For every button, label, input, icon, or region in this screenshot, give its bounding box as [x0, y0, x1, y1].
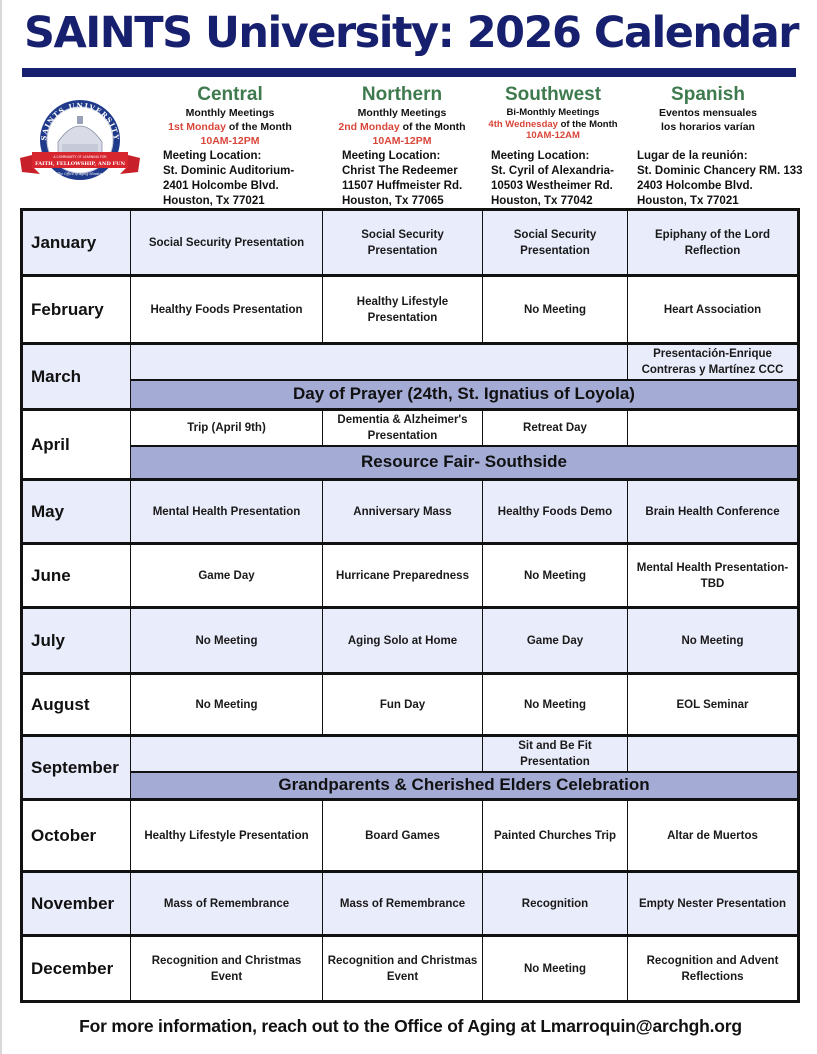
event-central: Game Day: [131, 544, 323, 608]
event-spanish: Epiphany of the Lord Reflection: [628, 210, 799, 276]
table-row-december: [22, 936, 799, 1002]
region-day-suffix: los horarios varían: [661, 121, 755, 133]
region-frequency: Eventos mensuales: [658, 107, 758, 119]
event-northern: Healthy Lifestyle Presentation: [323, 276, 483, 344]
banner-day-of-prayer: Day of Prayer (24th, St. Ignatius of Loyola): [131, 380, 799, 410]
logo-ribbon-small: A COMMUNITY OF LEARNING FOR: [53, 155, 107, 159]
region-day-suffix: of the Month: [557, 119, 618, 130]
event-central: Recognition and Christmas Event: [131, 936, 323, 1002]
table-row-august: [22, 674, 799, 736]
table-row-january: [22, 210, 799, 276]
logo-ribbon-main: FAITH, FELLOWSHIP, AND FUN: [34, 161, 126, 167]
region-name: Spanish: [671, 84, 745, 105]
banner-resource-fair: Resource Fair- Southside: [131, 446, 799, 480]
event-spanish: Empty Nester Presentation: [628, 872, 799, 936]
event-southwest: No Meeting: [483, 674, 628, 736]
footer-contact-info: For more information, reach out to the Office of Aging at Lmarroquin@archgh.org: [79, 1016, 742, 1036]
month-label: August: [22, 674, 131, 736]
region-time: 10AM-12AM: [526, 130, 580, 141]
region-name: Northern: [361, 84, 443, 105]
region-header-northern: [332, 84, 472, 148]
location-line: 10503 Westheimer Rd.: [491, 180, 613, 192]
event-southwest: No Meeting: [483, 276, 628, 344]
event-northern: Mass of Remembrance: [323, 872, 483, 936]
event-central-northern-southwest: [131, 344, 628, 380]
banner-grandparents-celebration: Grandparents & Cherished Elders Celebration: [131, 772, 799, 800]
event-spanish: Altar de Muertos: [628, 800, 799, 872]
region-time: 10AM-12PM: [372, 135, 432, 147]
location-line: St. Cyril of Alexandria-: [491, 165, 614, 177]
event-southwest: Recognition: [483, 872, 628, 936]
event-spanish: [628, 736, 799, 772]
event-central: Mass of Remembrance: [131, 872, 323, 936]
month-label: November: [22, 872, 131, 936]
month-label: May: [22, 480, 131, 544]
event-central: No Meeting: [131, 674, 323, 736]
location-line: 2403 Holcombe Blvd.: [637, 180, 753, 192]
location-line: St. Dominic Chancery RM. 133: [637, 165, 803, 177]
region-schedule: [160, 120, 300, 134]
event-central: Mental Health Presentation: [131, 480, 323, 544]
event-northern: Fun Day: [323, 674, 483, 736]
location-southwest: [491, 149, 614, 209]
month-label: March: [22, 344, 131, 410]
table-row-march: [22, 344, 799, 380]
location-label: Meeting Location:: [163, 150, 262, 162]
table-row-september: [22, 736, 799, 772]
event-spanish: Recognition and Advent Reflections: [628, 936, 799, 1002]
region-time: 10AM-12PM: [200, 135, 260, 147]
saints-university-logo: [18, 98, 142, 190]
table-row-september-banner: [22, 772, 799, 800]
event-southwest: Sit and Be Fit Presentation: [483, 736, 628, 772]
event-central: Trip (April 9th): [131, 410, 323, 446]
event-northern: Aging Solo at Home: [323, 608, 483, 674]
table-row-october: [22, 800, 799, 872]
location-central: [163, 149, 294, 209]
region-day: 2nd Monday: [338, 121, 400, 133]
region-day: 1st Monday: [168, 121, 226, 133]
region-schedule: [332, 120, 472, 134]
location-line: St. Dominic Auditorium-: [163, 165, 295, 177]
event-southwest: No Meeting: [483, 936, 628, 1002]
event-southwest: No Meeting: [483, 544, 628, 608]
region-schedule: [480, 119, 626, 130]
location-line: 11507 Huffmeister Rd.: [342, 180, 463, 192]
event-northern: Dementia & Alzheimer's Presentation: [323, 410, 483, 446]
event-central: Healthy Lifestyle Presentation: [131, 800, 323, 872]
table-row-july: [22, 608, 799, 674]
region-name: Central: [197, 84, 263, 105]
event-spanish: Mental Health Presentation-TBD: [628, 544, 799, 608]
region-day-suffix: of the Month: [225, 121, 292, 133]
event-southwest: Healthy Foods Demo: [483, 480, 628, 544]
month-label: June: [22, 544, 131, 608]
event-southwest: Game Day: [483, 608, 628, 674]
table-row-april: [22, 410, 799, 446]
region-header-spanish: [638, 84, 778, 134]
title-divider: [22, 68, 796, 77]
table-row-may: [22, 480, 799, 544]
location-line: 2401 Holcombe Blvd.: [163, 180, 279, 192]
table-row-april-banner: [22, 446, 799, 480]
location-label: Meeting Location:: [342, 150, 441, 162]
logo-arc-text: SAINTS UNIVERSITY: [38, 100, 122, 142]
event-northern: Hurricane Preparedness: [323, 544, 483, 608]
event-spanish: No Meeting: [628, 608, 799, 674]
region-header-central: [160, 84, 300, 148]
event-central: No Meeting: [131, 608, 323, 674]
event-southwest: Social Security Presentation: [483, 210, 628, 276]
location-label: Lugar de la reunión:: [637, 150, 748, 162]
location-line: Houston, Tx 77021: [163, 195, 265, 207]
region-frequency: Monthly Meetings: [185, 107, 275, 119]
region-day: 4th Wednesday: [488, 119, 558, 130]
event-central: Healthy Foods Presentation: [131, 276, 323, 344]
event-southwest: Painted Churches Trip: [483, 800, 628, 872]
event-southwest: Retreat Day: [483, 410, 628, 446]
table-row-march-banner: [22, 380, 799, 410]
location-line: Houston, Tx 77065: [342, 195, 444, 207]
calendar-table: [20, 208, 800, 1003]
location-line: Christ The Redeemer: [342, 165, 458, 177]
event-northern: Social Security Presentation: [323, 210, 483, 276]
location-line: Houston, Tx 77021: [637, 195, 739, 207]
region-frequency: Monthly Meetings: [357, 107, 447, 119]
event-spanish: Heart Association: [628, 276, 799, 344]
month-label: October: [22, 800, 131, 872]
month-label: February: [22, 276, 131, 344]
region-frequency: Bi-Monthly Meetings: [506, 107, 600, 118]
month-label: July: [22, 608, 131, 674]
month-label: December: [22, 936, 131, 1002]
event-spanish: Presentación-Enrique Contreras y Martínez CCC: [628, 344, 799, 380]
month-label: April: [22, 410, 131, 480]
event-spanish: EOL Seminar: [628, 674, 799, 736]
event-northern: Recognition and Christmas Event: [323, 936, 483, 1002]
region-name: Southwest: [504, 84, 602, 105]
page-title: SAINTS University: 2026 Calendar: [24, 8, 798, 58]
event-spanish: [628, 410, 799, 446]
location-northern: [342, 149, 462, 209]
location-label: Meeting Location:: [491, 150, 590, 162]
location-line: Houston, Tx 77042: [491, 195, 593, 207]
event-northern: Anniversary Mass: [323, 480, 483, 544]
table-row-november: [22, 872, 799, 936]
month-label: September: [22, 736, 131, 800]
region-day-suffix: of the Month: [399, 121, 466, 133]
location-spanish: [637, 149, 803, 209]
month-label: January: [22, 210, 131, 276]
event-northern: Board Games: [323, 800, 483, 872]
region-schedule: [638, 120, 778, 134]
event-central-northern: [131, 736, 483, 772]
logo-subtitle: The Office of Aging Ministry: [57, 172, 103, 176]
event-central: Social Security Presentation: [131, 210, 323, 276]
region-header-southwest: [480, 84, 626, 142]
table-row-february: [22, 276, 799, 344]
event-spanish: Brain Health Conference: [628, 480, 799, 544]
table-row-june: [22, 544, 799, 608]
